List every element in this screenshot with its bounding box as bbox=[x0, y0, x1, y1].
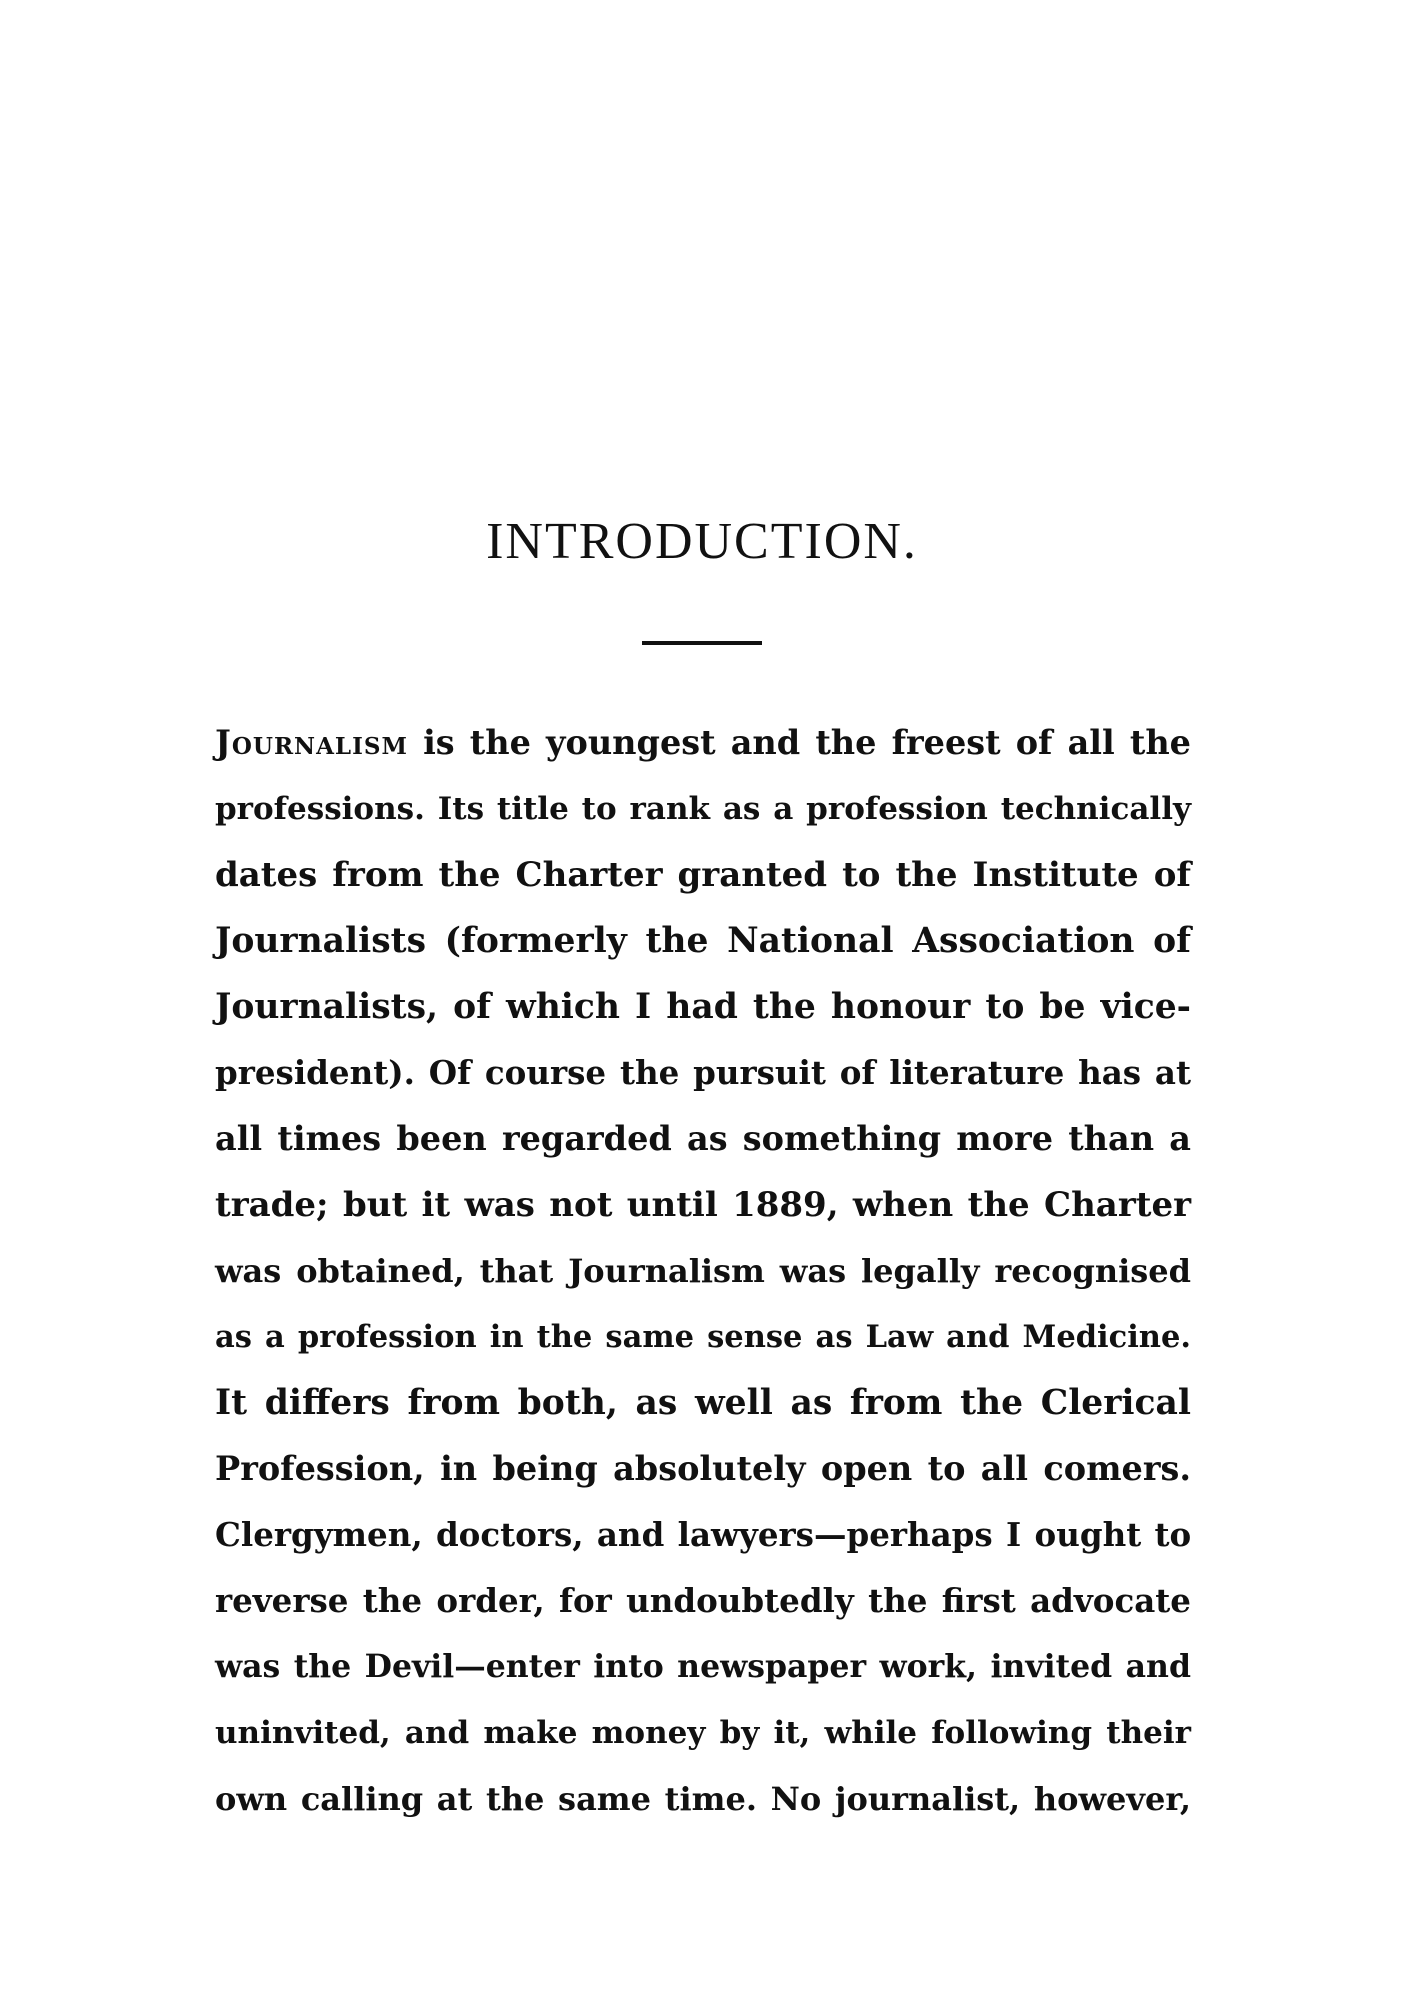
text-line-5: Journalists, of which I had the honour to be vice- bbox=[215, 987, 1191, 1027]
text-line-7: all times been regarded as something more than a bbox=[215, 1119, 1191, 1158]
text-line-14: reverse the order, for undoubtedly the first advocate bbox=[215, 1581, 1191, 1620]
lead-word-smallcaps: Journalism bbox=[215, 723, 408, 762]
text-line-10: as a profession in the same sense as Law and Medicine. bbox=[215, 1319, 1191, 1355]
text-line-1-rest: is the youngest and the freest of all the bbox=[423, 723, 1191, 762]
text-line-1 bbox=[215, 710, 1191, 776]
text-line-15: was the Devil—enter into newspaper work, invited and bbox=[215, 1648, 1191, 1685]
text-line-3: dates from the Charter granted to the Institute of bbox=[215, 855, 1191, 895]
text-line-16: uninvited, and make money by it, while following their bbox=[215, 1715, 1191, 1751]
text-line-2: professions. Its title to rank as a profession technically bbox=[215, 791, 1191, 827]
chapter-title: INTRODUCTION. bbox=[486, 513, 918, 570]
text-line-11: It differs from both, as well as from the Clerical bbox=[215, 1383, 1191, 1423]
text-line-12: Profession, in being absolutely open to all comers. bbox=[215, 1449, 1191, 1488]
text-line-8: trade; but it was not until 1889, when the Charter bbox=[215, 1185, 1191, 1225]
text-line-13: Clergymen, doctors, and lawyers—perhaps I ought to bbox=[215, 1515, 1192, 1554]
text-line-9: was obtained, that Journalism was legally recognised bbox=[215, 1252, 1191, 1290]
body-paragraph bbox=[215, 710, 1191, 1832]
text-line-6: president). Of course the pursuit of literature has at bbox=[215, 1053, 1191, 1092]
title-divider-rule bbox=[642, 641, 762, 645]
text-line-4: Journalists (formerly the National Association of bbox=[215, 921, 1191, 961]
text-line-17: own calling at the same time. No journalist, however, bbox=[215, 1780, 1191, 1818]
